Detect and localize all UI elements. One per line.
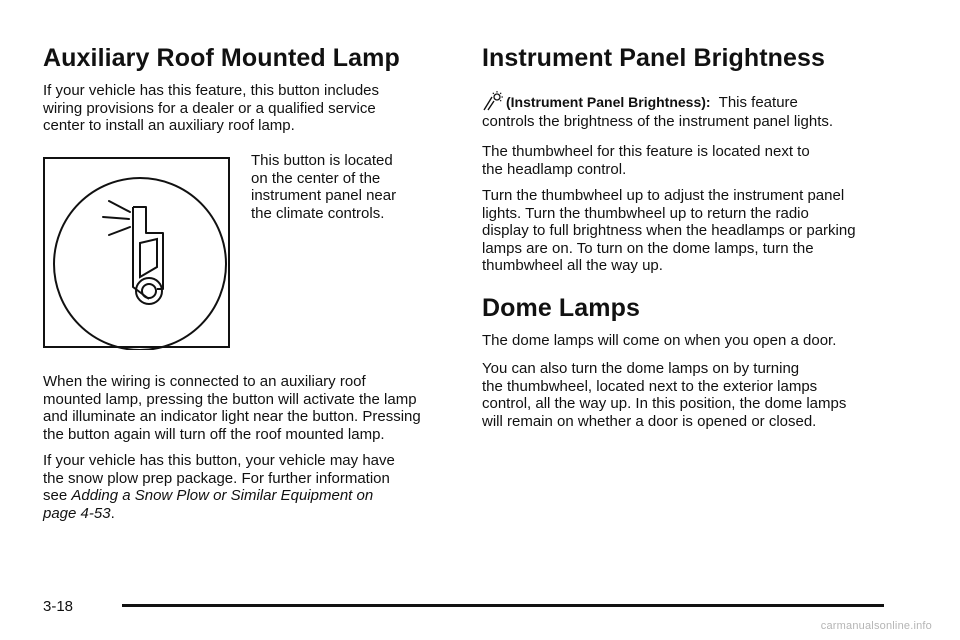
dome-thumbwheel-paragraph: You can also turn the dome lamps on by turning the thumbwheel, located next to the exterior lamps control, all the way up. In this position, the dome lamps will remain on whether a door is opened or closed. (482, 360, 847, 430)
ipb-label: (Instrument Panel Brightness): (506, 94, 711, 110)
thumbwheel-location-paragraph: The thumbwheel for this feature is located next to the headlamp control. (482, 143, 810, 178)
wiring-paragraph: When the wiring is connected to an auxiliary roof mounted lamp, pressing the button will activate the lamp and illuminate an indicator light near the button. Pressing the button again will turn off the roof mounted lamp. (43, 373, 421, 443)
heading-auxiliary-roof-lamp: Auxiliary Roof Mounted Lamp (43, 44, 400, 72)
truck-window (140, 239, 157, 277)
intro-paragraph: If your vehicle has this feature, this button includes wiring provisions for a dealer or a qualified service center to install an auxiliary roof lamp. (43, 82, 380, 135)
instrument-panel-brightness-icon (482, 91, 504, 116)
roof-lamp-button-icon (45, 159, 232, 350)
snow-plow-paragraph (43, 452, 443, 522)
light-rays (103, 201, 130, 235)
ipb-definition-line (482, 91, 902, 116)
snow-plow-text: If your vehicle has this button, your vehicle may have the snow plow prep package. For further information see (43, 452, 395, 505)
heading-dome-lamps: Dome Lamps (482, 294, 640, 322)
figure-caption: This button is located on the center of the instrument panel near the climate controls. (251, 152, 397, 222)
thumbwheel-use-paragraph: Turn the thumbwheel up to adjust the instrument panel lights. Turn the thumbwheel up to return the radio display to full brightness when the headlamps or parking lamps are on. To turn on the dome lamps, turn the thumbwheel all the way up. (482, 187, 856, 275)
snow-plow-period: . (110, 504, 115, 522)
roof-lamp-figure (43, 157, 230, 348)
ipb-text-a: This feature (718, 94, 798, 111)
truck-wheel-inner (142, 284, 156, 298)
page-number: 3-18 (43, 598, 74, 615)
watermark: carmanualsonline.info (820, 620, 932, 632)
footer-rule (122, 604, 884, 607)
dome-door-paragraph: The dome lamps will come on when you open a door. (482, 332, 837, 349)
ipb-text-b: controls the brightness of the instrument panel lights. (482, 113, 834, 130)
snow-plow-reference-link[interactable]: Adding a Snow Plow or Similar Equipment on page 4-53 (43, 487, 374, 522)
heading-instrument-panel-brightness: Instrument Panel Brightness (482, 44, 826, 72)
